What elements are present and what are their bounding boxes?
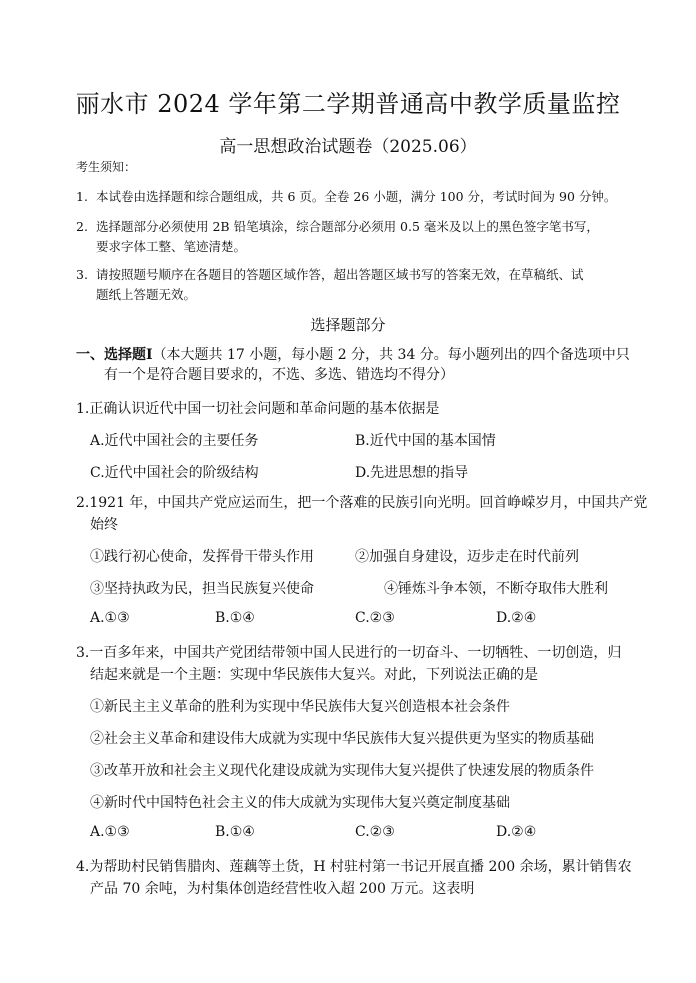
section-title: 选择题部分 bbox=[310, 316, 386, 334]
notice-number: 3. bbox=[76, 267, 88, 282]
option-c: C.②③ bbox=[355, 610, 395, 626]
part-desc-line2: 有一个是符合题目要求的，不选、多选、错选均不得分） bbox=[104, 367, 454, 383]
question-stem: 1.正确认识近代中国一切社会问题和革命问题的基本依据是 bbox=[76, 401, 440, 417]
notice-heading: 考生须知： bbox=[76, 160, 137, 174]
option-c: C.近代中国社会的阶级结构 bbox=[90, 465, 259, 481]
notice-item bbox=[76, 216, 676, 258]
exam-subtitle: 高一思想政治试题卷（2025.06） bbox=[219, 137, 477, 157]
question-stem: 3.一百多年来，中国共产党团结带领中国人民进行的一切奋斗、一切牺牲、一切创造，归 bbox=[76, 645, 622, 661]
statement: ①新民主主义革命的胜利为实现中华民族伟大复兴创造根本社会条件 bbox=[90, 699, 510, 715]
exam-title: 丽水市 2024 学年第二学期普通高中教学质量监控 bbox=[75, 90, 621, 118]
part-desc-line1: （本大题共 17 小题，每小题 2 分，共 34 分。每小题列出的四个备选项中只 bbox=[152, 347, 630, 363]
notice-number: 2. bbox=[76, 219, 88, 234]
notice-text: 本试卷由选择题和综合题组成，共 6 页。全卷 26 小题，满分 100 分，考试时间为 90 分钟。 bbox=[96, 189, 617, 204]
option-a: A.①③ bbox=[90, 610, 130, 626]
notice-text: 请按照题号顺序在各题目的答题区域作答，超出答题区域书写的答案无效，在草稿纸、试 bbox=[96, 267, 584, 282]
statement: ③改革开放和社会主义现代化建设成就为实现伟大复兴提供了快速发展的物质条件 bbox=[90, 763, 594, 779]
option-d: D.②④ bbox=[496, 824, 537, 840]
part-label: 一、选择题Ⅰ bbox=[76, 347, 153, 363]
question-stem: 结起来就是一个主题：实现中华民族伟大复兴。对此，下列说法正确的是 bbox=[90, 667, 538, 683]
option-b: B.①④ bbox=[215, 610, 255, 626]
statement: ③坚持执政为民，担当民族复兴使命 bbox=[90, 581, 314, 597]
statement: ④锤炼斗争本领，不断夺取伟大胜利 bbox=[384, 581, 608, 597]
question-stem: 2.1921 年，中国共产党应运而生，把一个落难的民族引向光明。回首峥嵘岁月，中国共产党 bbox=[76, 495, 648, 511]
notice-text: 要求字体工整、笔迹清楚。 bbox=[96, 239, 247, 254]
part-heading bbox=[76, 344, 630, 366]
option-b: B.①④ bbox=[215, 824, 255, 840]
option-a: A.①③ bbox=[90, 824, 130, 840]
notice-item bbox=[76, 264, 676, 306]
statement: ①践行初心使命，发挥骨干带头作用 bbox=[90, 549, 314, 565]
option-c: C.②③ bbox=[355, 824, 395, 840]
notice-item bbox=[76, 186, 676, 207]
question-stem: 4.为帮助村民销售腊肉、莲藕等土货，H 村驻村第一书记开展直播 200 余场，累计销售农 bbox=[76, 859, 632, 875]
option-d: D.②④ bbox=[496, 610, 537, 626]
option-d: D.先进思想的指导 bbox=[355, 465, 469, 481]
notice-text: 选择题部分必须使用 2B 铅笔填涂，综合题部分必须用 0.5 毫米及以上的黑色签字笔书写， bbox=[96, 219, 599, 234]
option-a: A.近代中国社会的主要任务 bbox=[90, 433, 259, 449]
statement: ②社会主义革命和建设伟大成就为实现中华民族伟大复兴提供更为坚实的物质基础 bbox=[90, 731, 594, 747]
notice-number: 1. bbox=[76, 189, 88, 204]
statement: ②加强自身建设，迈步走在时代前列 bbox=[355, 549, 579, 565]
notice-text: 题纸上答题无效。 bbox=[96, 287, 197, 302]
statement: ④新时代中国特色社会主义的伟大成就为实现伟大复兴奠定制度基础 bbox=[90, 795, 510, 811]
option-b: B.近代中国的基本国情 bbox=[355, 433, 496, 449]
question-stem: 始终 bbox=[90, 517, 118, 533]
question-stem: 产品 70 余吨，为村集体创造经营性收入超 200 万元。这表明 bbox=[90, 881, 475, 897]
